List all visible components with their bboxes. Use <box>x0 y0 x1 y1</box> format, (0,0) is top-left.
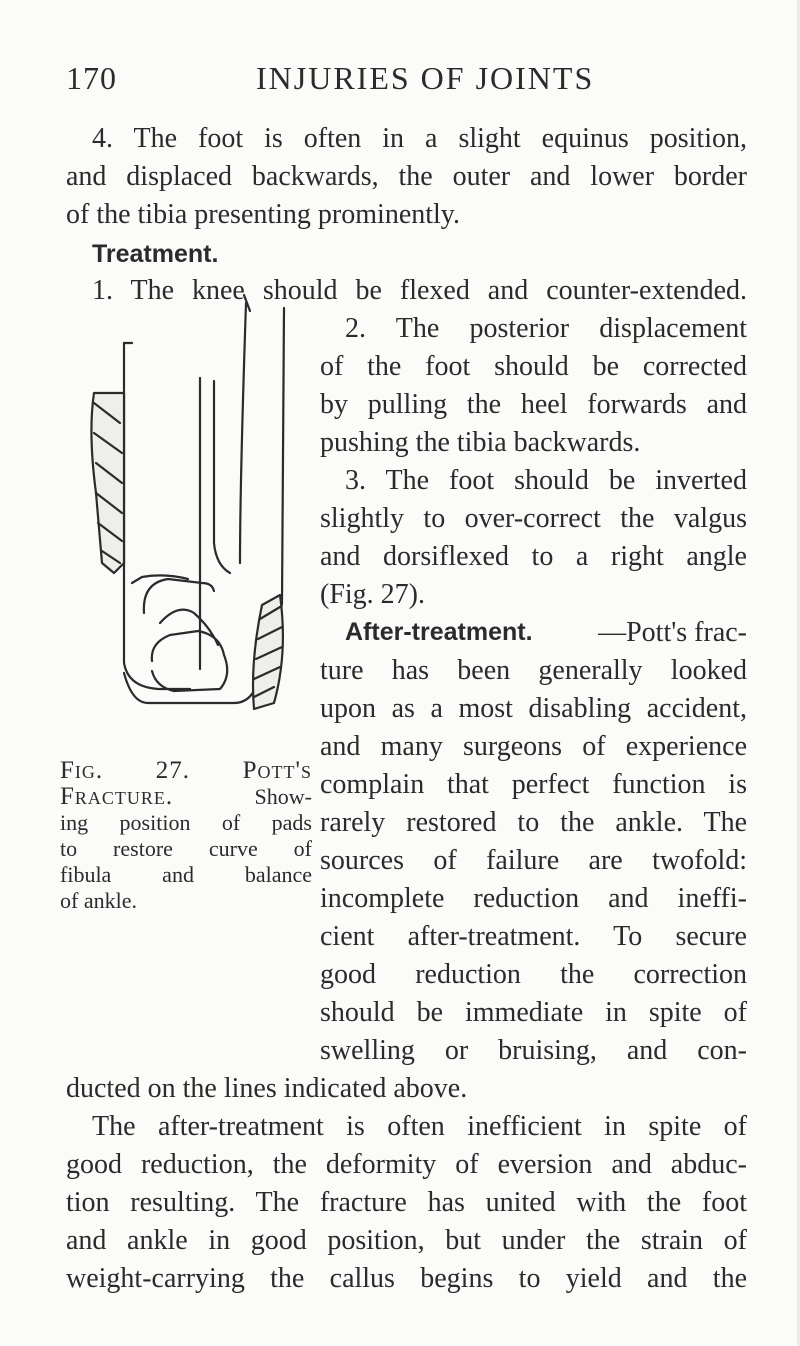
right-column-line: of the foot should be corrected <box>320 351 747 382</box>
treatment-item-1: 1. The knee should be flexed and counter-extended. <box>92 275 747 306</box>
caption-line-5: fibula and balance <box>60 862 312 887</box>
paragraph-4-line-3: of the tibia presenting prominently. <box>66 199 460 230</box>
paragraph-4-line-2: and displaced backwards, the outer and lower border <box>66 161 747 192</box>
after-line: incomplete reduction and ineffi- <box>320 883 747 914</box>
body-line: weight-carrying the callus begins to yield and the <box>66 1263 747 1294</box>
after-line: good reduction the correction <box>320 959 747 990</box>
body-line: The after-treatment is often inefficient in spite of <box>92 1111 747 1142</box>
right-column-line: 2. The posterior displacement <box>345 313 747 344</box>
after-line: and many surgeons of experience <box>320 731 747 762</box>
caption-line-2 <box>60 784 312 810</box>
right-column-line: 3. The foot should be inverted <box>345 465 747 496</box>
caption-line-2-rest: Show- <box>173 784 312 809</box>
caption-fracture-word: Fracture. <box>60 783 174 810</box>
after-line: upon as a most disabling accident, <box>320 693 747 724</box>
caption-fig-label: Fig. 27. Pott's <box>60 757 312 784</box>
after-line: swelling or bruising, and con- <box>320 1035 747 1066</box>
figure-caption <box>60 758 315 914</box>
treatment-heading: Treatment. <box>92 240 219 268</box>
caption-line-3: ing position of pads <box>60 810 312 835</box>
right-column-line: pushing the tibia backwards. <box>320 427 641 458</box>
paragraph-4-line-1: 4. The foot is often in a slight equinus position, <box>92 123 747 154</box>
body-line: tion resulting. The fracture has united with the foot <box>66 1187 747 1218</box>
caption-line-6: of ankle. <box>60 888 137 913</box>
after-line: complain that perfect function is <box>320 769 747 800</box>
right-column-line: slightly to over-correct the valgus <box>320 503 747 534</box>
after-line: ture has been generally looked <box>320 655 747 686</box>
after-line: should be immediate in spite of <box>320 997 747 1028</box>
body-line: and ankle in good position, but under the strain of <box>66 1225 747 1256</box>
page-header <box>66 60 746 106</box>
body-line: good reduction, the deformity of eversion and abduc- <box>66 1149 747 1180</box>
body-line: ducted on the lines indicated above. <box>66 1073 468 1104</box>
after-line: rarely restored to the ankle. The <box>320 807 747 838</box>
after-treatment-heading: After-treatment. <box>345 618 533 646</box>
caption-line-4: to restore curve of <box>60 836 312 861</box>
running-title: INJURIES OF JOINTS <box>256 60 595 96</box>
after-treatment-line <box>345 616 747 649</box>
page-number: 170 <box>66 60 117 96</box>
pott-fracture-drawing <box>84 283 314 763</box>
figure-27-illustration <box>84 283 314 768</box>
after-line: sources of failure are twofold: <box>320 845 747 876</box>
right-column-line: and dorsiflexed to a right angle <box>320 541 747 572</box>
right-column-line: (Fig. 27). <box>320 579 425 610</box>
right-column-line: by pulling the heel forwards and <box>320 389 747 420</box>
after-treatment-rest: —Pott's frac- <box>598 617 747 648</box>
after-line: cient after-treatment. To secure <box>320 921 747 952</box>
